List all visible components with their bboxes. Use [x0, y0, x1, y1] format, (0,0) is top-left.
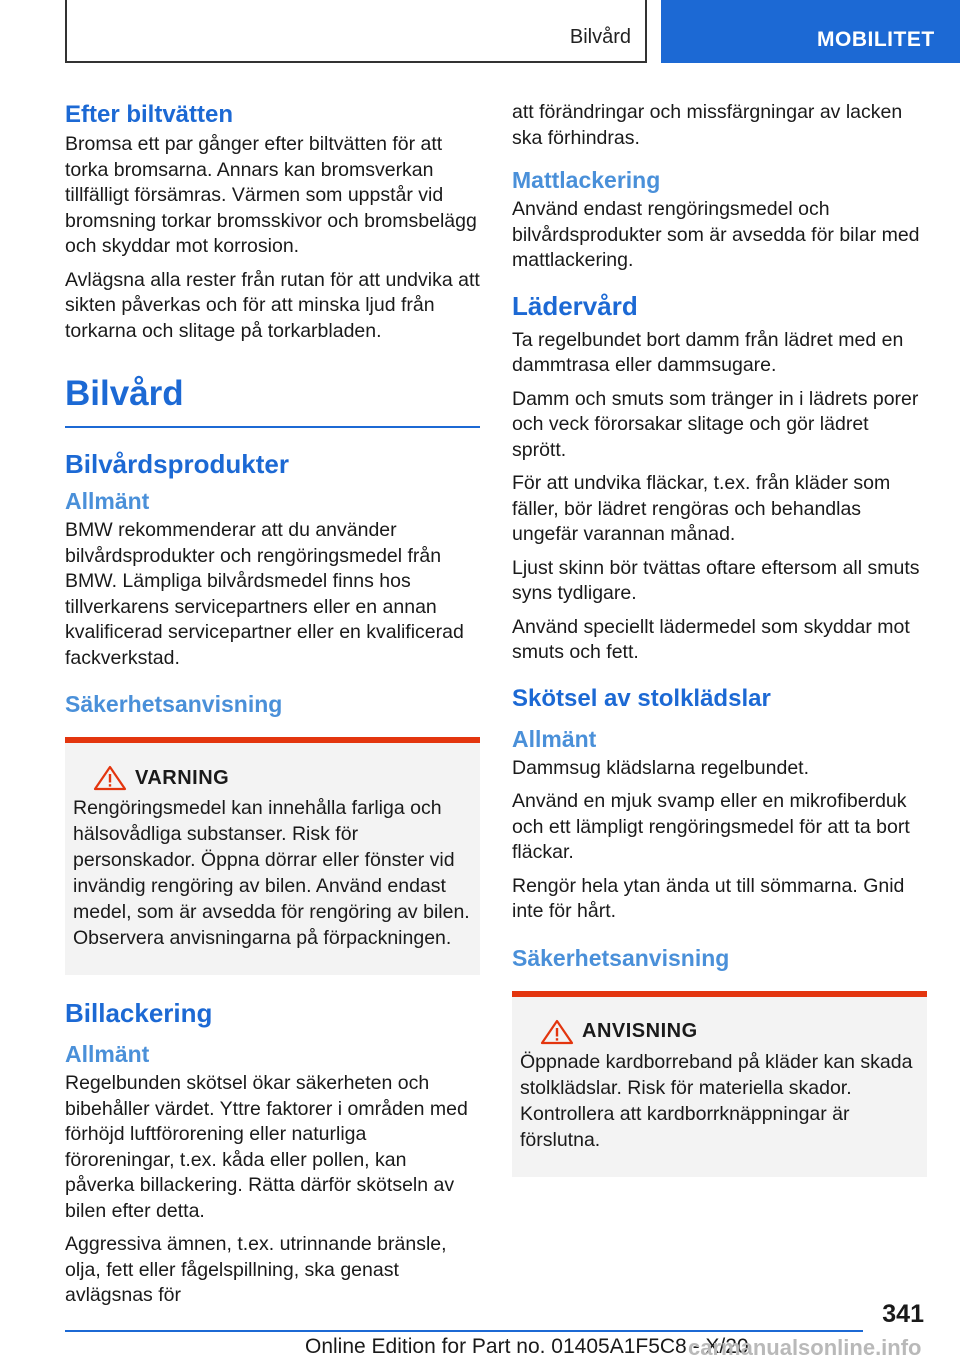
heading-matte-paint: Mattlackering	[512, 167, 661, 193]
paragraph-seat-1: Dammsug klädslarna regelbundet.	[512, 756, 809, 779]
heading-paint: Billackering	[65, 998, 213, 1028]
paragraph-leather-4: Ljust skinn bör tvättas oftare eftersom all smuts syns tydligare.	[512, 556, 920, 604]
warning-box	[65, 737, 480, 975]
heading-safety-notice: Säkerhetsanvisning	[65, 691, 283, 717]
chapter-heading: Bilvård	[65, 372, 480, 428]
paragraph-seat-3: Rengör hela ytan ända ut till sömmarna. Gnid inte för hårt.	[512, 874, 905, 922]
paragraph-paint-continued: att förändringar och missfärgningar av lacken ska förhindras.	[512, 101, 903, 149]
heading-care-products: Bilvårdsprodukter	[65, 449, 289, 479]
warning-triangle-icon	[93, 765, 127, 791]
paragraph-paint-2: Aggressiva ämnen, t.ex. utrinnande bränsle, olja, fett eller fågelspillning, ska genast avlägsnas för	[65, 1233, 447, 1306]
header-box	[65, 0, 647, 63]
paragraph-leather-2: Damm och smuts som tränger in i lädrets porer och veck förorsakar slitage och gör lädret sprött.	[512, 387, 919, 461]
paragraph-matte: Använd endast rengöringsmedel och bilvårdsprodukter som är avsedda för bilar med mattlackering.	[512, 198, 920, 271]
warning-text: Rengöringsmedel kan innehålla farliga och hälsovådliga substanser. Risk för personskador. Öppna dörrar eller fönster vid invändig rengöring av bilen. Använd endast medel, som är avsedda för rengöring av bilen. Observera anvisningarna på förpackningen.	[73, 797, 470, 949]
paragraph-seat-2: Använd en mjuk svamp eller en mikrofiberduk och ett lämpligt rengöringsmedel för att ta bort fläckar.	[512, 790, 910, 863]
paragraph-leather-3: För att undvika fläckar, t.ex. från kläder som fäller, bör lädret rengöras och behandlas ungefär varannan månad.	[512, 472, 891, 545]
paragraph-paint-1: Regelbunden skötsel ökar säkerheten och bibehåller värdet. Yttre faktorer i områden med förhöjd luftförorening eller naturliga föroreningar, t.ex. kåda eller pollen, kan påverka billackering. Rätta därför skötseln av bilen efter detta.	[65, 1072, 468, 1222]
header-chapter-tab[interactable]: MOBILITET	[661, 0, 960, 63]
right-column	[512, 100, 927, 1177]
footer-edition: Online Edition for Part no. 01405A1F5C8 - X/20	[305, 1335, 749, 1358]
footer-divider	[65, 1330, 863, 1332]
notice-text: Öppnade kardborreband på kläder kan skada stolklädslar. Risk för materiella skador. Kontrollera att kardborrknäppningar är förslutna.	[520, 1050, 913, 1151]
heading-general-products: Allmänt	[65, 488, 150, 514]
warning-title-row	[73, 765, 470, 791]
notice-label: ANVISNING	[582, 1020, 698, 1042]
heading-seat-covers: Skötsel av stolklädslar	[512, 684, 771, 712]
heading-after-wash: Efter biltvätten	[65, 101, 234, 128]
header-section-title: Bilvård	[569, 26, 631, 48]
warning-triangle-icon	[540, 1019, 574, 1045]
paragraph-products: BMW rekommenderar att du använder bilvårdsprodukter och rengöringsmedel från BMW. Lämpliga bilvårdsmedel finns hos tillverkarens servicepartners eller en annan kvalificerad servicepartner eller en kvalificerad fackverkstad.	[65, 519, 464, 669]
paragraph-after-wash-1: Bromsa ett par gånger efter biltvätten för att torka bromsarna. Annars kan bromsverkan tillfälligt försämras. Värmen som uppstår vid bromsning torkar bromsskivor och bromsbelägg och skyddar mot korrosion.	[65, 133, 477, 257]
heading-safety-notice-2: Säkerhetsanvisning	[512, 944, 730, 971]
heading-general-seat: Allmänt	[512, 725, 597, 752]
warning-label: VARNING	[135, 766, 230, 789]
page-number: 341	[882, 1300, 924, 1328]
paragraph-leather-1: Ta regelbundet bort damm från lädret med en dammtrasa eller dammsugare.	[512, 328, 904, 376]
heading-general-paint: Allmänt	[65, 1041, 150, 1067]
notice-box	[512, 991, 927, 1177]
notice-title-row	[520, 1019, 917, 1045]
left-column	[65, 100, 480, 1317]
paragraph-leather-5: Använd speciellt lädermedel som skyddar mot smuts och fett.	[512, 615, 910, 663]
paragraph-after-wash-2: Avlägsna alla rester från rutan för att undvika att sikten påverkas och för att minska ljud från torkarna och slitage på torkarbladen.	[65, 268, 480, 342]
watermark: carmanualsonline.info	[688, 1335, 922, 1360]
heading-leather-care: Lädervård	[512, 290, 638, 321]
